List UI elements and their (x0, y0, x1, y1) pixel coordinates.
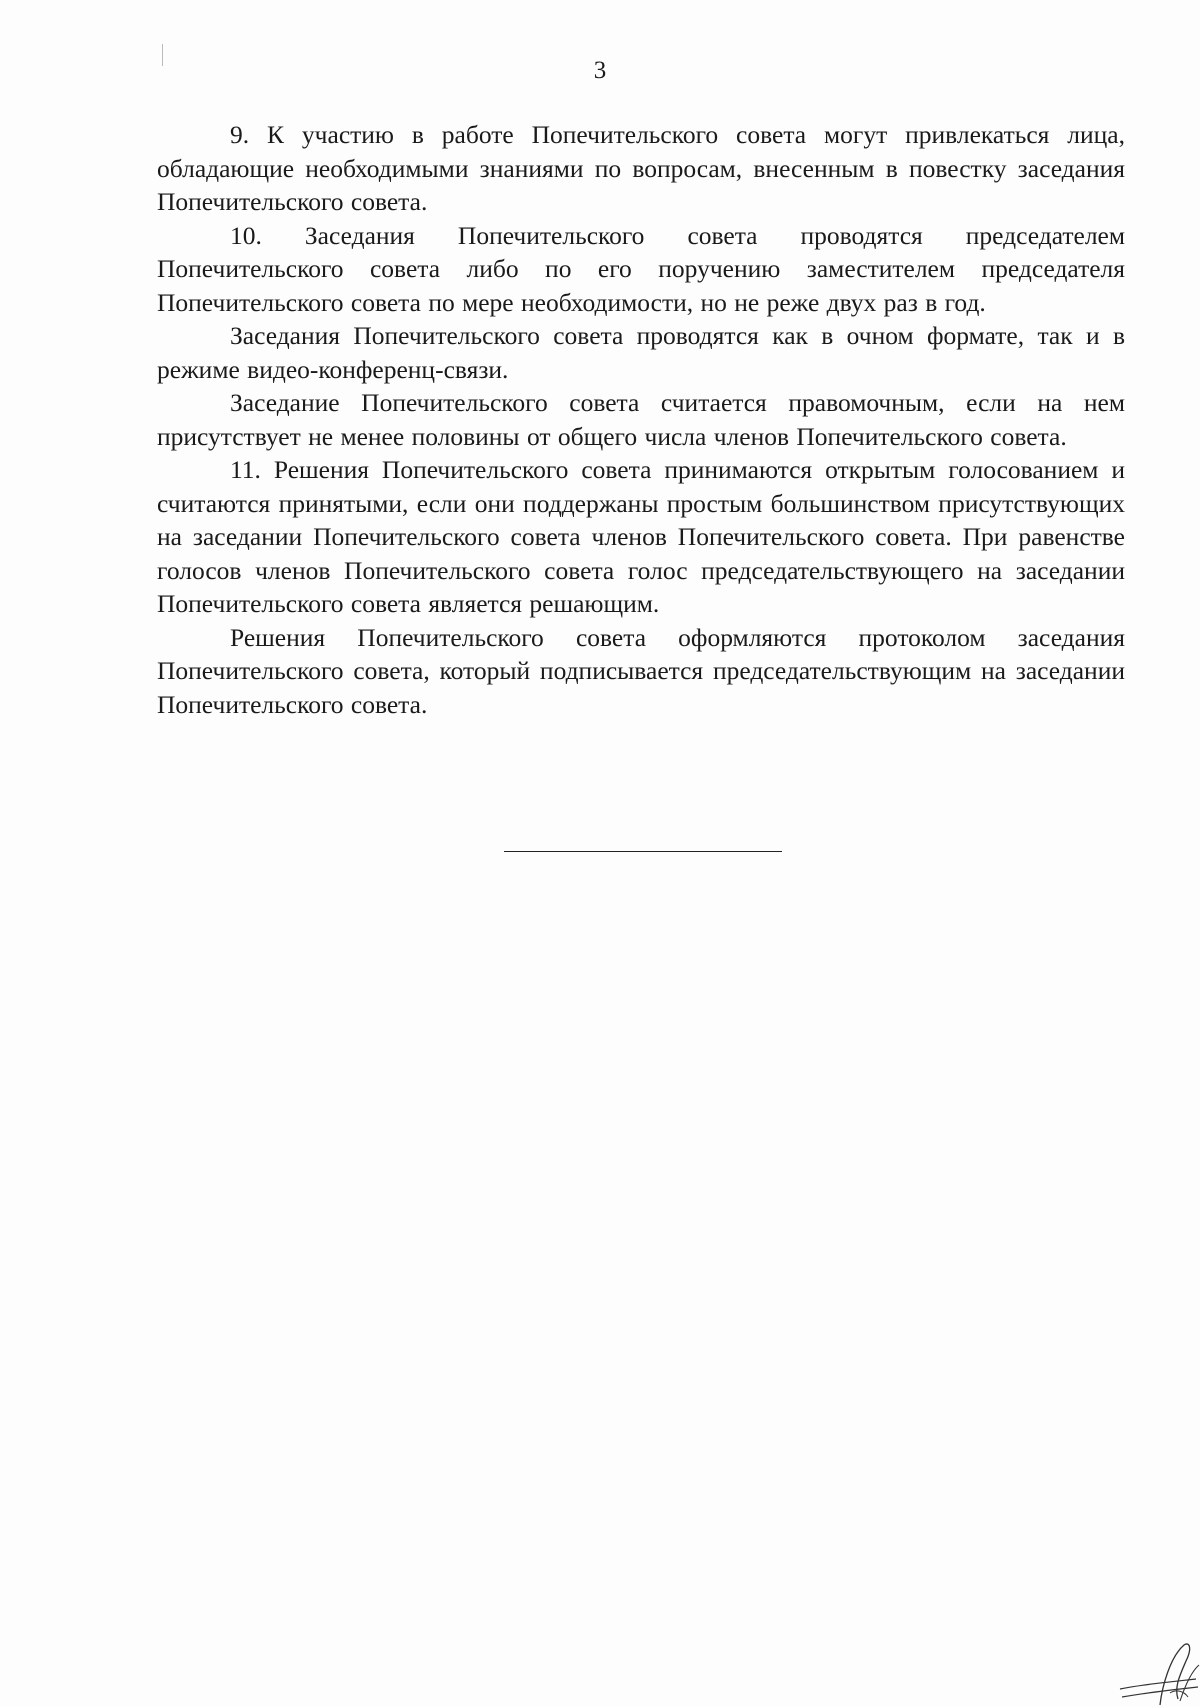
paragraph-item-11: 11. Решения Попечительского совета принимаются открытым голосованием и считаются принятыми, если они поддержаны простым большинством присутствующих на заседании Попечительского совета членов Попечительского совета. При равенстве голосов членов Попечительского совета голос председательствующего на заседании Попечительского совета является решающим. (157, 455, 1125, 618)
signature-mark (1100, 1627, 1200, 1707)
paragraph-item-9: 9. К участию в работе Попечительского совета могут привлекаться лица, обладающие необходимыми знаниями по вопросам, внесенным в повестку заседания Попечительского совета. (157, 120, 1125, 216)
page-number: 3 (593, 57, 607, 84)
end-separator-line (504, 851, 782, 852)
paragraph-meeting-format: Заседания Попечительского совета проводятся как в очном формате, так и в режиме видео-конференц-связи. (157, 321, 1125, 384)
document-body (157, 118, 1125, 721)
paragraph-protocol: Решения Попечительского совета оформляются протоколом заседания Попечительского совета, который подписывается председательствующим на заседании Попечительского совета. (157, 622, 1125, 719)
paragraph-item-10: 10. Заседания Попечительского совета проводятся председателем Попечительского совета либо по его поручению заместителем председателя Попечительского совета по мере необходимости, но не реже двух раз в год. (157, 220, 1125, 317)
paragraph-quorum: Заседание Попечительского совета считается правомочным, если на нем присутствует не менее половины от общего числа членов Попечительского совета. (157, 388, 1125, 451)
